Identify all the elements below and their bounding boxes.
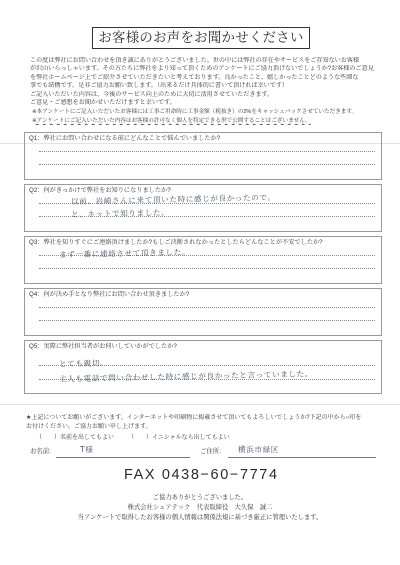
question-label: Q5：実際に弊社担当者がお伺いしていかがでしたか? bbox=[29, 343, 177, 350]
option-name: （ ）名前を出してもよい bbox=[36, 435, 115, 441]
handwritten-answer: 主人も電話で問い合わせした時に感じが良かったと言っていました。 bbox=[58, 369, 314, 384]
answer-rule bbox=[39, 307, 375, 308]
question-label: Q4：何が決め手となり弊社にお問い合わせ頂きましたか? bbox=[29, 291, 190, 298]
answer-rule bbox=[39, 268, 375, 269]
fax-number: FAX 0438−60−7774 bbox=[124, 467, 279, 483]
handwritten-answer: まず一番に連絡させて頂きました。 bbox=[58, 247, 191, 260]
name-label: お名前: bbox=[30, 448, 51, 455]
intro-line: ご記入いただいた内容は、今後のサービス向上のために大切に活用させていただきます。 bbox=[30, 90, 274, 98]
handwritten-answer: 以前、岩崎さんに来て頂いた時に感じが良かったので。 bbox=[70, 192, 276, 207]
intro-line: ご意見・ご感想をお聞かせいただけますと幸いです。 bbox=[30, 99, 176, 107]
intro-paragraph bbox=[30, 57, 380, 107]
company-line: 株式会社シェアテック 代表取締役 大久保 誠二 bbox=[127, 504, 273, 511]
intro-line: を弊社ホームページ上でご紹介させていただきたいと考えております。良かったこと、嬉しかったことどのような些細な bbox=[30, 73, 359, 81]
question-label: Q1：弊社にお問い合わせになる前にどんなことで悩んでいましたか? bbox=[29, 135, 221, 142]
answer-rule bbox=[39, 320, 375, 321]
question-box-q4 bbox=[24, 288, 382, 336]
address-label: ご住所: bbox=[200, 448, 221, 455]
question-label: Q3：弊社を知りすぐにご連絡頂けましたか?もしご決断されなかったとしたらどんなことが不安でしたか? bbox=[29, 239, 323, 246]
paper-fold-line bbox=[0, 404, 400, 405]
permission-request bbox=[26, 414, 382, 432]
address-underline bbox=[228, 457, 376, 458]
page-title: お客様のお声をお聞かせください bbox=[92, 27, 310, 49]
thanks-line: ご協力ありがとうございました。 bbox=[152, 494, 248, 501]
name-value: T様 bbox=[80, 445, 94, 454]
intro-line: この度は弊社にお問い合わせを頂き誠にありがとうございました。世の中には弊社の存在やサービスをご存知ないお客様 bbox=[30, 57, 360, 64]
question-box-q1 bbox=[24, 132, 382, 180]
option-initial: （ ）イニシャルなら出してもよい bbox=[128, 435, 230, 441]
answer-rule bbox=[39, 151, 375, 152]
permission-line: お付けください。ご協力お願い申し上げます。 bbox=[26, 423, 152, 430]
cashback-note: ※本アンケートにご記入いただいたお客様には工事ご用命時に工事金額（税抜き）の2%をキャッシュバックさせていただきます。 bbox=[32, 109, 358, 115]
address-value: 横浜市緑区 bbox=[238, 445, 279, 454]
handwritten-answer: とても親切。 bbox=[58, 358, 109, 369]
permission-line: ★上記についてお願いがございます。インターネットや印刷物に掲載させて頂いてもよろしいでしょうか?下記の中から○印を bbox=[26, 415, 362, 421]
question-label: Q2：何がきっかけで弊社をお知りになりましたか? bbox=[29, 187, 171, 194]
privacy-note: ※アンケートにご記入いただいた内容はお客様の許可なく個人を特定できる形で公開することはございません。 bbox=[32, 118, 311, 124]
answer-rule bbox=[39, 164, 375, 165]
privacy-line: 当アンケートで取得したお客様の個人情報は関係法規に基づき厳正に管理いたします。 bbox=[77, 514, 323, 521]
intro-line: 事でも結構です。是非ご協力お願い致します。（出来るだけ具体的に書いて頂ければ幸いです） bbox=[30, 82, 289, 90]
intro-line: が沢山いらっしゃいます。その方たちに弊社をより知って頂くためのアンケートにご協力頂けないでしょうか?お客様のご意見 bbox=[30, 65, 374, 73]
question-box-q2 bbox=[24, 184, 382, 232]
question-box-q5 bbox=[24, 340, 382, 394]
question-box-q3 bbox=[24, 236, 382, 284]
name-underline bbox=[56, 457, 190, 458]
handwritten-answer: と、ネットで知りました。 bbox=[70, 207, 170, 220]
